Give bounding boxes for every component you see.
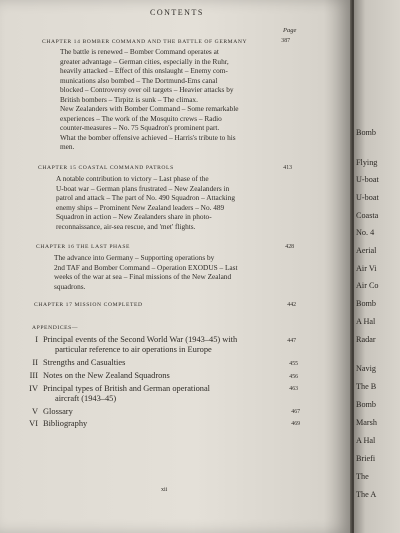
right-page-fragment: Aerial xyxy=(356,246,377,255)
chapter-17-title: CHAPTER 17 MISSION COMPLETED xyxy=(34,302,143,308)
description-line: British bombers – Tirpitz is sunk – The climax. xyxy=(60,94,198,104)
description-line: The advance into Germany – Supporting operations by xyxy=(54,253,215,262)
appendix-IV-page: 463 xyxy=(289,386,298,392)
description-line: reconnaissance, air-sea rescue, and 'met' flights. xyxy=(56,221,196,231)
appendix-III-page: 456 xyxy=(289,374,298,380)
description-line: men. xyxy=(60,142,75,152)
description-line: Squadron in action – New Zealanders share in photo- xyxy=(56,212,212,222)
right-page-fragment: U-boat xyxy=(356,193,379,202)
appendices-label: APPENDICES— xyxy=(32,325,79,331)
description-line: munications also bombed – The Dortmund-Ems canal xyxy=(60,75,218,85)
right-page-fragment: No. 4 xyxy=(356,228,375,237)
appendix-II-title: Strengths and Casualties xyxy=(43,358,126,367)
appendix-II-page: 455 xyxy=(289,361,298,367)
right-page-fragment: Air Co xyxy=(356,281,379,290)
chapter-17-page: 442 xyxy=(287,302,296,308)
description-line: counter-measures – No. 75 Squadron's prominent part. xyxy=(60,123,220,133)
right-page-fragment: The B xyxy=(356,382,377,391)
appendix-V-number: V xyxy=(31,407,38,416)
appendix-V-title: Glossary xyxy=(43,407,73,416)
contents-heading: CONTENTS xyxy=(150,8,204,17)
chapter-15-page: 413 xyxy=(283,165,292,171)
description-line: A notable contribution to victory – Last phase of the xyxy=(56,174,209,183)
chapter-16-page: 428 xyxy=(285,244,294,250)
right-page-fragment: Air Vi xyxy=(356,264,377,273)
right-page xyxy=(354,0,400,533)
page-column-label: Page xyxy=(283,27,297,34)
right-page-fragment: Marsh xyxy=(356,418,377,427)
description-line: The battle is renewed – Bomber Command operates at xyxy=(60,47,219,56)
right-page-fragment: The xyxy=(356,472,369,481)
appendix-I-title: Principal events of the Second World War (1943–45) with particular reference to air operations in Europe xyxy=(43,335,238,354)
appendix-VI-number: VI xyxy=(29,419,38,428)
description-line: New Zealanders with Bomber Command – Some remarkable xyxy=(60,104,239,114)
description-line: greater advantage – German cities, especially in the Ruhr, xyxy=(60,56,229,66)
appendix-III-title: Notes on the New Zealand Squadrons xyxy=(43,371,170,380)
right-page-fragment: A Hal xyxy=(356,317,376,326)
description-line: patrol and attack – The part of No. 490 Squadron – Attacking xyxy=(56,193,236,203)
appendix-V-page: 467 xyxy=(291,409,300,415)
appendix-I-number: I xyxy=(35,335,38,344)
right-page-fragment: Radar xyxy=(356,335,376,344)
folio-page-number: xii xyxy=(161,487,168,493)
chapter-14-title: CHAPTER 14 BOMBER COMMAND AND THE BATTLE OF GERMANY xyxy=(42,39,248,45)
chapter-14-description xyxy=(60,47,239,152)
appendix-II-number: II xyxy=(32,358,38,367)
description-line: 2nd TAF and Bomber Command – Operation EXODUS – Last xyxy=(54,262,238,272)
description-line: experiences – The work of the Mosquito crews – Radio xyxy=(60,113,222,123)
appendix-I-page: 447 xyxy=(287,338,296,344)
appendix-IV-number: IV xyxy=(29,384,38,393)
description-line: What the bomber offensive achieved – Harris's tribute to his xyxy=(60,132,236,142)
right-page-fragment: Navig xyxy=(356,364,377,373)
appendix-III-number: III xyxy=(29,371,38,380)
appendix-VI-title: Bibliography xyxy=(43,419,88,428)
description-line: enemy ships – Prominent New Zealand leaders – No. 489 xyxy=(56,202,225,212)
chapter-14-page: 387 xyxy=(281,38,290,44)
description-line: heavily attacked – Effect of this onslaught – Enemy com- xyxy=(60,66,228,76)
description-line: weeks of the war at sea – Final missions of the New Zealand xyxy=(54,272,232,282)
right-page-fragment: Flying xyxy=(356,158,378,167)
right-page-fragment: Coasta xyxy=(356,211,379,220)
chapter-15-description xyxy=(56,174,235,231)
right-page-fragment: Bomb xyxy=(356,128,377,137)
right-page-fragment: Bomb xyxy=(356,400,377,409)
appendix-VI-page: 469 xyxy=(291,421,300,427)
chapter-16-title: CHAPTER 16 THE LAST PHASE xyxy=(36,244,131,250)
description-line: squadrons. xyxy=(54,281,86,291)
description-line: U-boat war – German plans frustrated – New Zealanders in xyxy=(56,183,230,193)
right-page-fragment: U-boat xyxy=(356,175,379,184)
right-page-fragment: The A xyxy=(356,490,377,499)
appendix-IV-title: Principal types of British and German operational aircraft (1943–45) xyxy=(43,384,210,403)
right-page-fragment: Briefi xyxy=(356,454,376,463)
chapter-15-title: CHAPTER 15 COASTAL COMMAND PATROLS xyxy=(38,165,174,171)
right-page-fragment: Bomb xyxy=(356,299,377,308)
chapter-16-description xyxy=(54,253,238,291)
description-line: blocked – Controversy over oil targets – Heavier attacks by xyxy=(60,85,234,95)
right-page-fragment: A Hal xyxy=(356,436,376,445)
